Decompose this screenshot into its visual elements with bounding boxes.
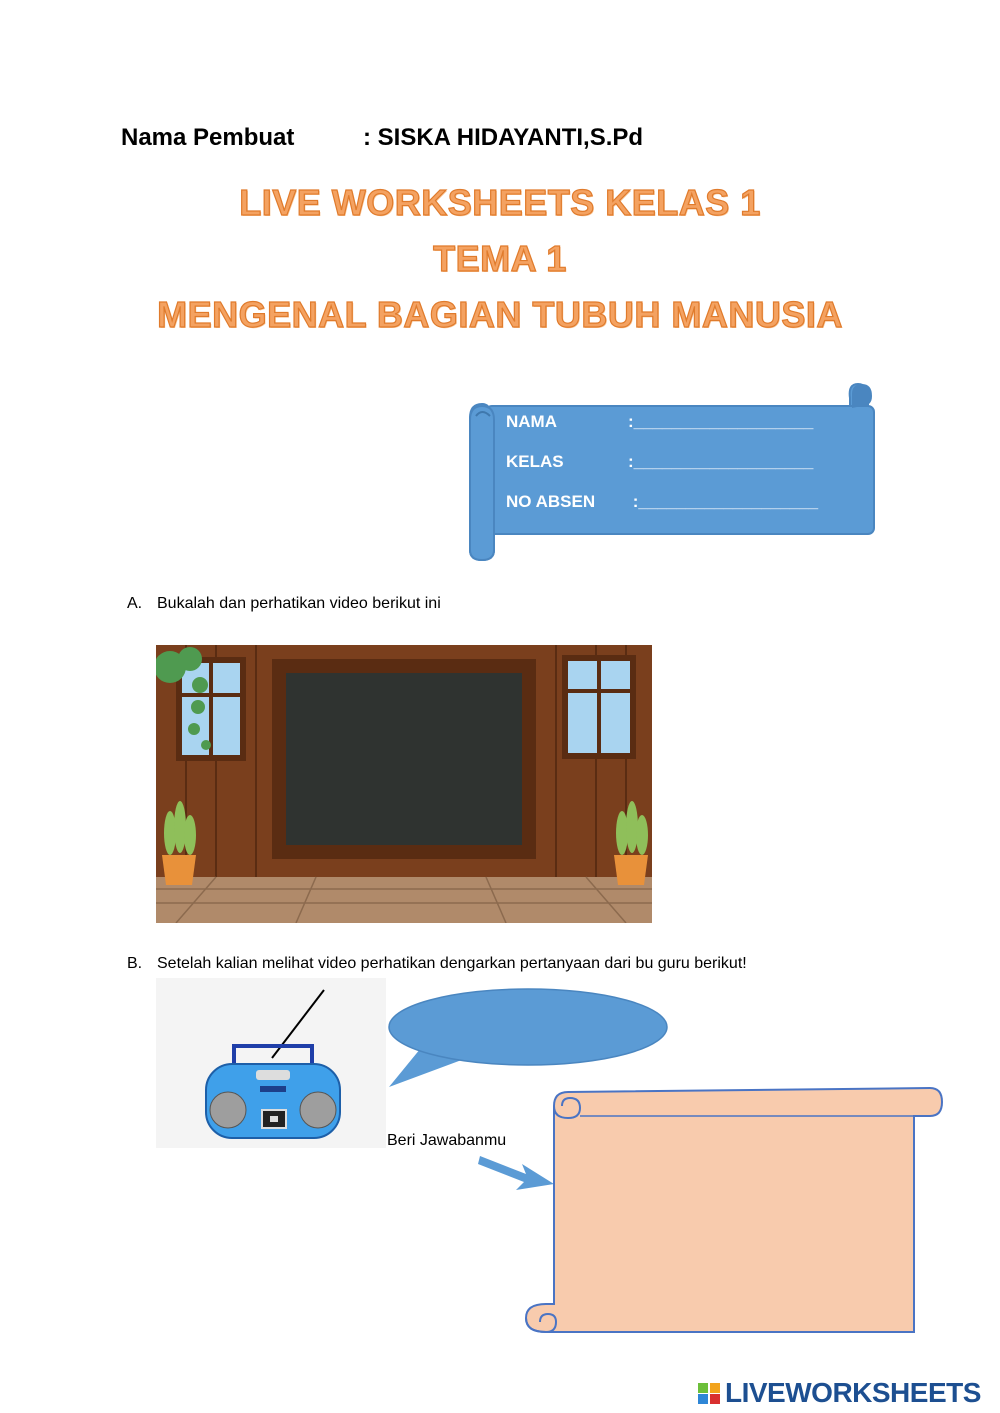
video-player[interactable]: [156, 645, 652, 923]
answer-scroll[interactable]: [520, 1082, 945, 1340]
section-b-number: B.: [127, 955, 143, 972]
audio-question-box[interactable]: [156, 978, 386, 1148]
section-a-instruction: [127, 595, 441, 613]
author-line: [121, 124, 643, 152]
field-label: KELAS: [506, 452, 564, 471]
title-line-2: TEMA 1: [433, 238, 567, 279]
field-kelas[interactable]: [506, 450, 818, 490]
answer-prompt: Beri Jawabanmu: [387, 1132, 507, 1149]
author-name: : SISKA HIDAYANTI,S.Pd: [363, 124, 644, 151]
field-blank: :___________________: [628, 492, 819, 511]
field-label: NAMA: [506, 412, 557, 431]
title-line-3: MENGENAL BAGIAN TUBUH MANUSIA: [157, 294, 843, 335]
brand-name: LIVEWORKSHEETS: [725, 1377, 981, 1408]
field-no-absen[interactable]: [506, 490, 818, 530]
author-label: Nama Pembuat: [121, 124, 295, 151]
field-blank: :___________________: [628, 452, 814, 471]
brand-footer: [697, 1376, 981, 1410]
section-a-number: A.: [127, 595, 143, 612]
field-label: NO ABSEN: [506, 492, 596, 511]
field-blank: :___________________: [628, 412, 814, 431]
identity-fields: [506, 410, 818, 530]
section-b-text: Setelah kalian melihat video perhatikan dengarkan pertanyaan dari bu guru berikut!: [157, 955, 747, 972]
title-line-1: LIVE WORKSHEETS KELAS 1: [239, 182, 761, 223]
radio-icon[interactable]: [156, 978, 386, 1148]
speech-bubble: [385, 983, 670, 1088]
liveworksheets-logo-icon: [697, 1381, 721, 1405]
section-a-text: Bukalah dan perhatikan video berikut ini: [157, 595, 441, 612]
section-b-instruction: [127, 955, 747, 973]
field-nama[interactable]: [506, 410, 818, 450]
